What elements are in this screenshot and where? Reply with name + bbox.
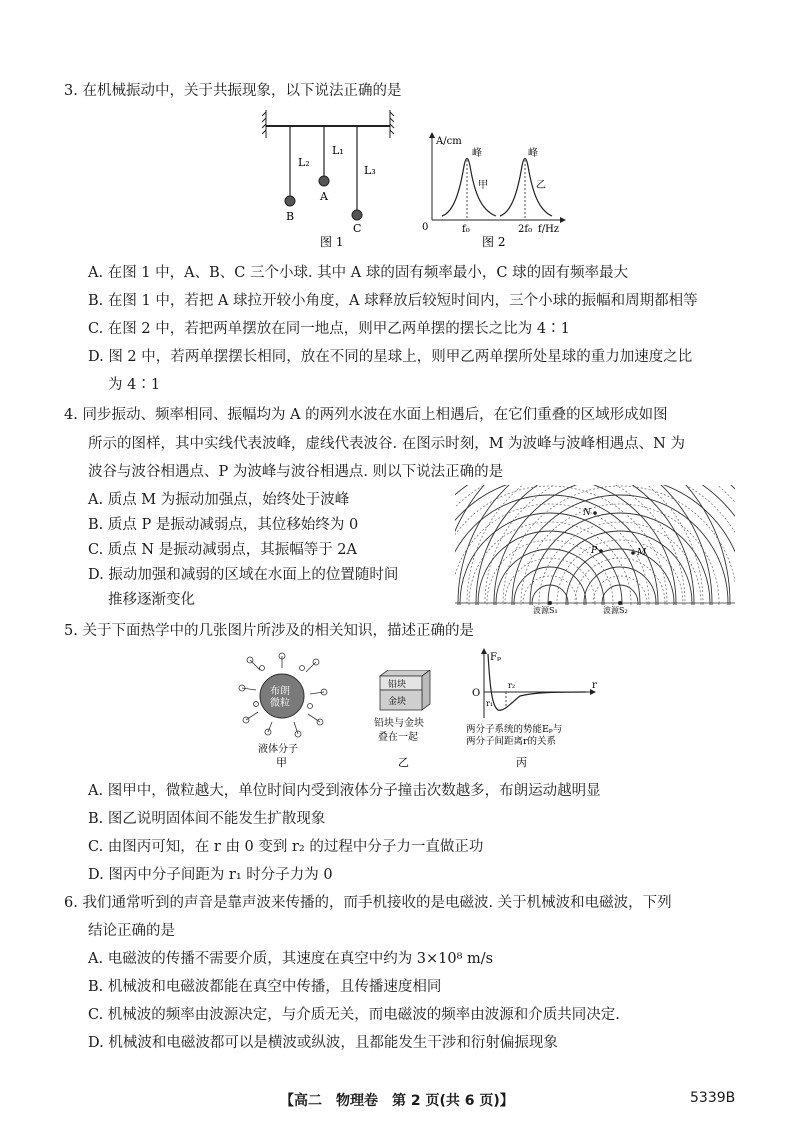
q5-option-d: D. 图丙中分子间距为 r₁ 时分子力为 0: [88, 867, 333, 883]
source-s2: 波源S₂: [603, 606, 628, 615]
fig-b-label: 乙: [398, 756, 409, 769]
fig2-xlabel: f/Hz: [538, 224, 560, 235]
fig-b-caption-1: 铅块与金块: [374, 718, 424, 729]
q3-option-d: D. 图 2 中，若两单摆摆长相同，放在不同的星球上，则甲乙两单摆所处星球的重力加速度之比: [88, 349, 693, 365]
fig-c-r1: r₁: [486, 699, 494, 708]
fig-c-caption-1: 两分子系统的势能Eₚ与: [466, 724, 563, 735]
fig-a-label: 甲: [276, 756, 287, 768]
q5-figure-c: [460, 648, 600, 770]
fig-a-caption: 液体分子: [258, 744, 298, 755]
fig-c-r2: r₂: [508, 681, 516, 690]
q5-option-c: C. 由图丙可知，在 r 由 0 变到 r₂ 的过程中分子力一直做正功: [88, 839, 484, 855]
page-footer: [0, 1090, 800, 1114]
label-l3: L₃: [364, 164, 376, 177]
q6-option-b: B. 机械波和电磁波都能在真空中传播，且传播速度相同: [88, 979, 442, 995]
q5-option-a: A. 图甲中，微粒越大，单位时间内受到液体分子撞击次数越多，布朗运动越明显: [88, 783, 601, 799]
q6-stem-1: 6. 我们通常听到的声音是靠声波来传播的，而手机接收的是电磁波. 关于机械波和电磁波，下列: [64, 895, 672, 911]
q6-option-a: A. 电磁波的传播不需要介质，其速度在真空中约为 3×10⁸ m/s: [88, 951, 494, 967]
fig2-peak1: 峰: [472, 148, 482, 159]
q4-option-a: A. 质点 M 为振动加强点，始终处于波峰: [88, 492, 350, 508]
fig-c-xlabel: r: [592, 680, 597, 691]
q3-figure-1: [262, 108, 412, 248]
q5-option-b: B. 图乙说明固体间不能发生扩散现象: [88, 811, 326, 827]
q5-figure-b: [370, 670, 450, 770]
q4-option-c: C. 质点 N 是振动减弱点，其振幅等于 2A: [88, 542, 358, 558]
point-n: N: [583, 508, 591, 518]
q3-stem: 3. 在机械振动中，关于共振现象，以下说法正确的是: [64, 83, 402, 99]
q6-stem-2: 结论正确的是: [88, 923, 175, 939]
q4-stem-3: 波谷与波谷相遇点、P 为波峰与波谷相遇点. 则以下说法正确的是: [88, 464, 504, 480]
q5-figure-a: [232, 648, 342, 768]
q3-option-c: C. 在图 2 中，若把两单摆放在同一地点，则甲乙两单摆的摆长之比为 4∶1: [88, 321, 570, 337]
particle-label-2: 微粒: [270, 698, 290, 709]
label-c: C: [353, 222, 362, 235]
label-a: A: [320, 190, 328, 203]
q5-stem: 5. 关于下面热学中的几张图片所涉及的相关知识，描述正确的是: [64, 623, 474, 639]
fig-c-caption-2: 两分子间距离r的关系: [466, 736, 557, 747]
q4-option-b: B. 质点 P 是振动减弱点，其位移始终为 0: [88, 517, 359, 533]
fig-b-caption-2: 叠在一起: [378, 732, 418, 743]
source-s1: 波源S₁: [533, 606, 558, 615]
label-l2: L₂: [298, 156, 310, 169]
q3-option-b: B. 在图 1 中，若把 A 球拉开较小角度，A 球释放后较短时间内，三个小球的振幅和周期都相等: [88, 293, 698, 309]
q4-stem-1: 4. 同步振动、频率相同、振幅均为 A 的两列水波在水面上相遇后，在它们重叠的区域形成如图: [64, 407, 668, 423]
q3-option-d-cont: 为 4∶1: [108, 377, 161, 393]
fig2-origin: 0: [422, 222, 429, 233]
fig-c-ylabel: Fₚ: [490, 652, 501, 663]
particle-label-1: 布朗: [270, 686, 290, 697]
fig2-peak2: 峰: [528, 148, 538, 159]
q3-option-a: A. 在图 1 中，A、B、C 三个小球. 其中 A 球的固有频率最小，C 球的固有频率最大: [88, 265, 629, 281]
q4-stem-2: 所示的图样，其中实线代表波峰，虚线代表波谷. 在图示时刻，M 为波峰与波峰相遇点、N 为: [88, 436, 685, 452]
footer-title: 【高二 物理卷 第 2 页(共 6 页)】: [280, 1093, 514, 1109]
q4-option-d: D. 振动加强和减弱的区域在水面上的位置随时间: [88, 567, 399, 583]
fig2-curve2: 乙: [536, 180, 546, 191]
q4-option-d-cont: 推移逐渐变化: [108, 592, 195, 608]
fig2-tick2: 2f₀: [518, 224, 533, 235]
q4-interference-figure: [455, 485, 735, 615]
fig2-tick1: f₀: [462, 224, 470, 235]
label-l1: L₁: [332, 144, 344, 157]
point-m: M: [637, 548, 647, 558]
gold-block: 金块: [388, 697, 407, 707]
point-p: P: [591, 546, 598, 556]
label-b: B: [286, 210, 295, 223]
q6-option-c: C. 机械波的频率由波源决定，与介质无关，而电磁波的频率由波源和介质共同决定.: [88, 1007, 620, 1023]
q3-figure-2: [420, 130, 570, 250]
q6-option-d: D. 机械波和电磁波都可以是横波或纵波，且都能发生干涉和衍射偏振现象: [88, 1035, 558, 1051]
footer-code: 5339B: [690, 1090, 736, 1106]
fig1-caption: 图 1: [320, 235, 344, 248]
lead-block: 铅块: [388, 680, 407, 690]
fig-c-label: 丙: [516, 756, 527, 769]
fig2-caption: 图 2: [482, 235, 506, 249]
fig2-curve1: 甲: [478, 180, 488, 191]
fig2-ylabel: A/cm: [436, 136, 462, 147]
fig-c-origin: O: [472, 688, 481, 699]
